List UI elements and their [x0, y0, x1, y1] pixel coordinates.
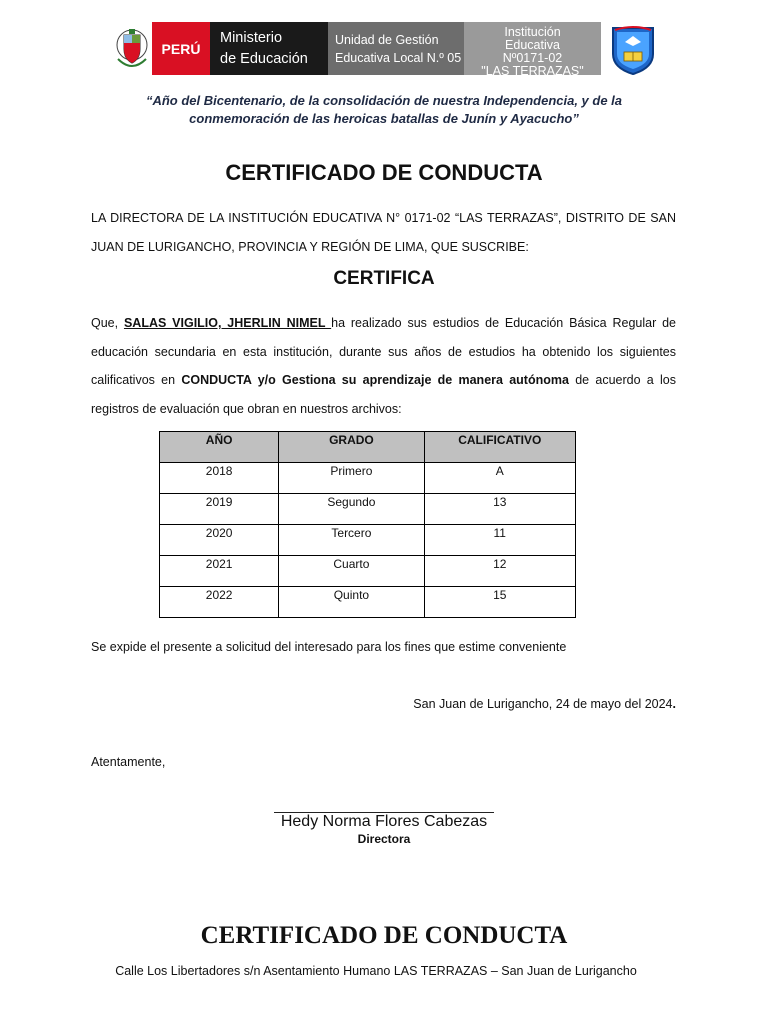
intro-paragraph: LA DIRECTORA DE LA INSTITUCIÓN EDUCATIVA N° 0171-02 “LAS TERRAZAS”, DISTRITO DE SAN JUAN DE LURIGANCHO, PROVINCIA Y REGIÓN DE LIMA, QUE SUSCRIBE:: [91, 211, 676, 254]
school-line-1: Institución: [504, 24, 561, 39]
cell-grade: Tercero: [279, 525, 424, 556]
footer-address: Calle Los Libertadores s/n Asentamiento Humano LAS TERRAZAS – San Juan de Lurigancho: [115, 964, 637, 978]
cell-year: 2020: [160, 525, 279, 556]
school-crest-icon: [609, 24, 657, 76]
table-row: [160, 556, 576, 587]
school-line-3: Nº0171-02: [502, 50, 563, 65]
grades-table: [159, 431, 576, 618]
table-row: [160, 463, 576, 494]
cell-grade: Quinto: [279, 587, 424, 618]
cell-year: 2021: [160, 556, 279, 587]
ministry-line-2: de Educación: [220, 50, 308, 67]
cell-grade: Segundo: [279, 494, 424, 525]
signatory-role: Directora: [357, 832, 411, 846]
cell-grade: Cuarto: [279, 556, 424, 587]
conduct-phrase: CONDUCTA y/o Gestiona su aprendizaje de manera autónoma: [181, 373, 569, 387]
table-row: [160, 525, 576, 556]
signatory-name: Hedy Norma Flores Cabezas: [280, 813, 488, 830]
issuance-statement: Se expide el presente a solicitud del interesado para los fines que estime conveniente: [91, 640, 567, 654]
header-score: CALIFICATIVO: [424, 432, 575, 463]
table-row: [160, 494, 576, 525]
peru-label: PERÚ: [152, 22, 210, 75]
cell-grade: Primero: [279, 463, 424, 494]
header-year: AÑO: [160, 432, 279, 463]
header-grade: GRADO: [279, 432, 424, 463]
place-date: [413, 697, 676, 711]
body-text-2: de acuerdo a los registros de evaluación que obran en nuestros archivos:: [91, 373, 676, 416]
cell-year: 2019: [160, 494, 279, 525]
cell-year: 2022: [160, 587, 279, 618]
closing-salutation: Atentamente,: [91, 755, 166, 769]
place-date-period: .: [672, 697, 676, 711]
cell-score: 13: [424, 494, 575, 525]
ugel-line-1: Unidad de Gestión: [335, 32, 439, 47]
cell-score: 15: [424, 587, 575, 618]
footer-title: CERTIFICADO DE CONDUCTA: [200, 922, 568, 949]
institutional-header: [112, 22, 601, 75]
cell-year: 2018: [160, 463, 279, 494]
coat-of-arms-icon: [112, 22, 152, 75]
que-text: Que,: [91, 316, 119, 330]
year-motto: “Año del Bicentenario, de la consolidación de nuestra Independencia, y de la conmemoración de las heroicas batallas de Junín y Ayacucho”: [145, 93, 623, 126]
document-title: CERTIFICADO DE CONDUCTA: [225, 160, 543, 185]
ugel-label: [328, 22, 464, 75]
cell-score: 11: [424, 525, 575, 556]
table-row: [160, 587, 576, 618]
table-header-row: [160, 432, 576, 463]
school-line-4: "LAS TERRAZAS": [481, 63, 584, 75]
ministry-line-1: Ministerio: [220, 29, 283, 46]
school-line-2: Educativa: [505, 37, 560, 52]
school-label: [464, 22, 601, 75]
body-text-1: ha realizado sus estudios de Educación Básica Regular de educación secundaria en esta institución, durante sus años de estudios ha obtenido los siguientes calificativos en: [91, 316, 676, 387]
student-name: SALAS VIGILIO, JHERLIN NIMEL: [123, 316, 332, 330]
cell-score: 12: [424, 556, 575, 587]
cell-score: A: [424, 463, 575, 494]
body-paragraph: [91, 309, 676, 423]
ministry-label: [210, 22, 328, 75]
place-date-text: San Juan de Lurigancho, 24 de mayo del 2024: [413, 697, 673, 711]
certifica-heading: CERTIFICA: [333, 268, 435, 289]
ugel-line-2: Educativa Local N.º 05: [335, 50, 462, 65]
